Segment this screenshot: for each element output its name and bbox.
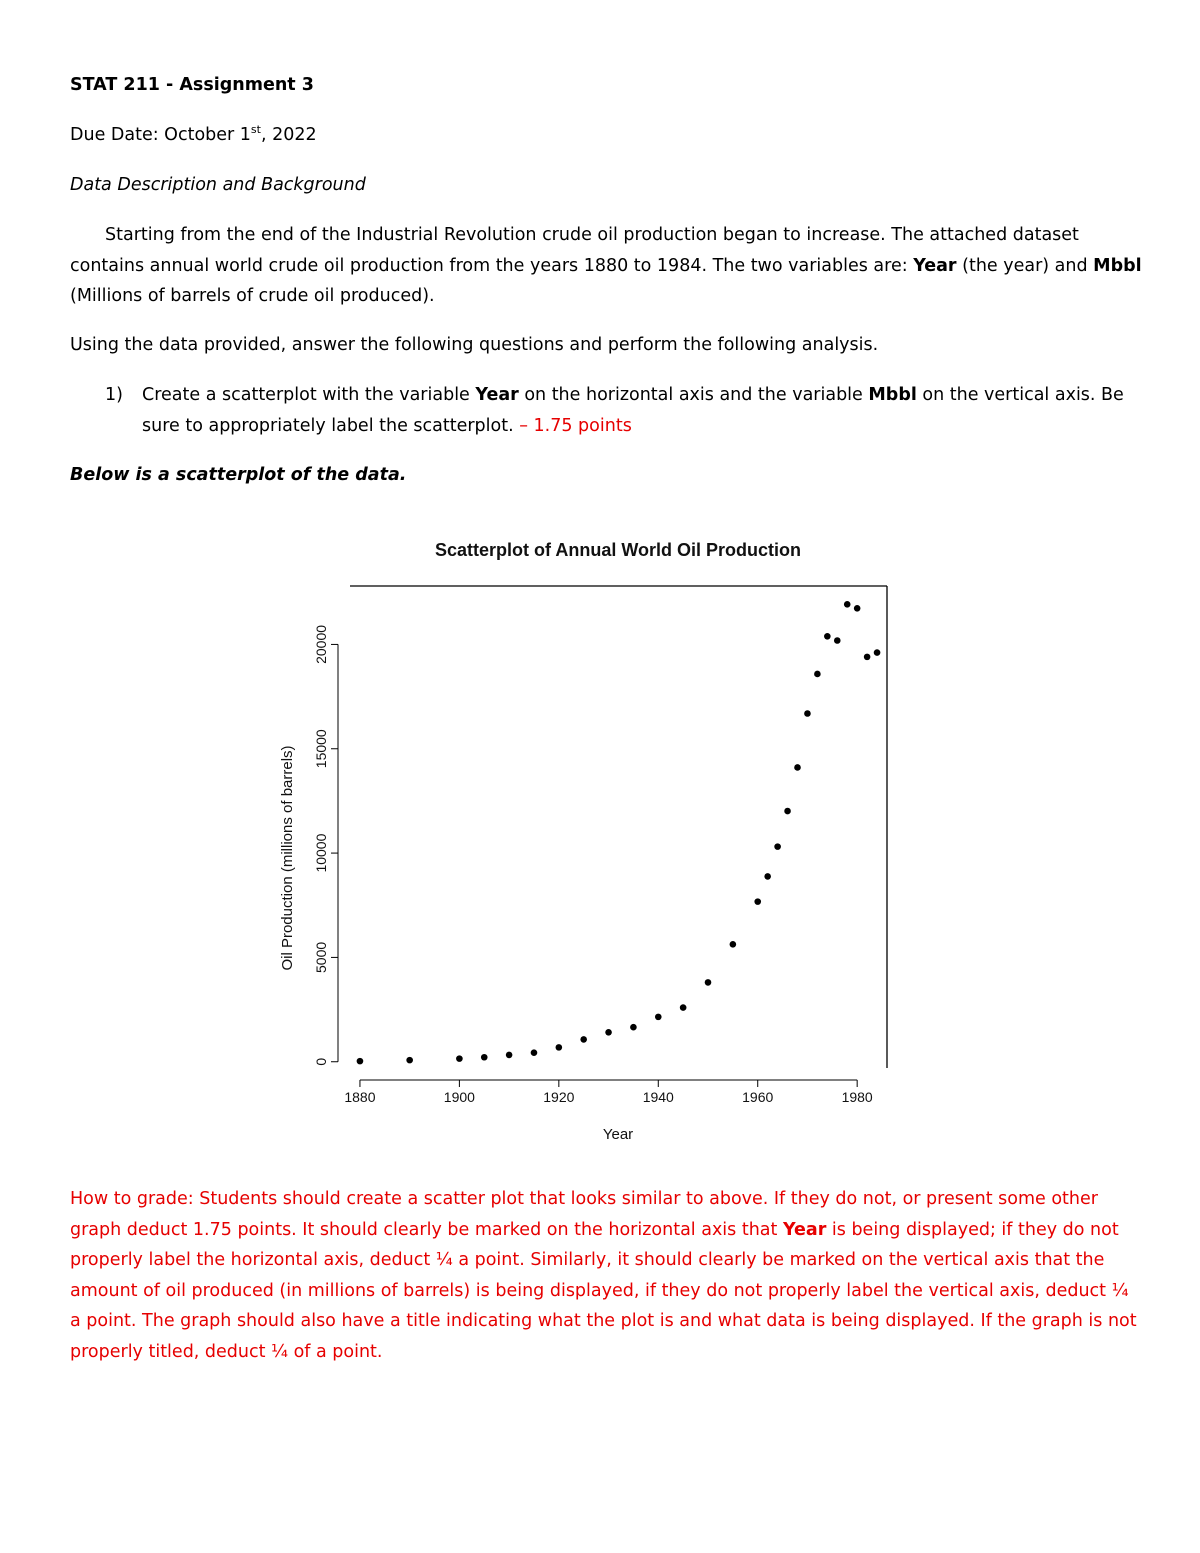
variable-mbbl: Mbbl [1093, 255, 1142, 276]
question-var-mbbl: Mbbl [868, 385, 917, 405]
background-text-b: (the year) and [956, 255, 1094, 276]
document-title: STAT 211 - Assignment 3 [70, 75, 314, 95]
data-point-1905 [481, 1054, 488, 1061]
x-tick-label-1980: 1980 [841, 1089, 873, 1105]
chart-title: Scatterplot of Annual World Oil Production [435, 540, 801, 560]
x-tick-label-1880: 1880 [344, 1089, 376, 1105]
due-date-superscript: st [250, 123, 261, 137]
y-axis [313, 625, 338, 1066]
y-tick-label-0: 0 [313, 1057, 329, 1066]
y-tick-label-10000: 10000 [313, 833, 329, 873]
question-var-year: Year [475, 385, 519, 405]
background-text-a: Starting from the end of the Industrial Revolution crude oil production began to increase. The attached dataset contains annual world crude oil production from the years 1880 to 1984. The two variables are: [70, 225, 1079, 276]
x-axis-label: Year [602, 1126, 634, 1143]
question-points: – 1.75 points [519, 415, 632, 436]
y-axis-label: Oil Production (millions of barrels) [279, 745, 296, 971]
data-point-1960 [754, 898, 761, 905]
data-point-1974 [824, 633, 831, 640]
y-tick-label-15000: 15000 [313, 729, 329, 769]
y-tick-label-5000: 5000 [313, 941, 329, 973]
question-text-b: on the horizontal axis and the variable [518, 385, 869, 405]
data-point-1880 [357, 1058, 364, 1065]
due-date [70, 120, 317, 150]
question-text-c: on the vertical axis. Be sure to appropriately label the scatterplot. [142, 385, 1124, 436]
data-points [357, 601, 881, 1064]
data-point-1915 [531, 1049, 538, 1056]
question-number: 1) [105, 385, 123, 405]
data-point-1980 [854, 605, 861, 612]
grading-text-b: is being displayed; if they do not properly label the horizontal axis, deduct ¼ a point. Similarly, it should clearly be marked on the vertical axis that the amount of oil produced (in millions of barrels) is being displayed, if they do not properly label the vertical axis, deduct ¼ a point. The graph should also have a title indicating what the plot is and what data is being displayed. If the graph is not properly titled, deduct ¼ of a point. [70, 1219, 1137, 1362]
data-point-1945 [680, 1004, 687, 1011]
data-point-1955 [730, 941, 737, 948]
data-point-1966 [784, 808, 791, 815]
data-point-1978 [844, 601, 851, 608]
question-1 [70, 380, 1150, 441]
section-heading: Data Description and Background [70, 175, 366, 195]
scatterplot-caption: Below is a scatterplot of the data. [70, 465, 407, 485]
y-tick-label-20000: 20000 [313, 624, 329, 664]
due-date-prefix: Due Date: October 1 [70, 125, 251, 145]
data-point-1962 [764, 873, 771, 880]
data-point-1970 [804, 710, 811, 717]
data-point-1968 [794, 764, 801, 771]
data-point-1984 [874, 649, 881, 656]
data-point-1972 [814, 671, 821, 678]
background-paragraph [70, 220, 1150, 312]
instructions-paragraph: Using the data provided, answer the following questions and perform the following analysis. [70, 335, 879, 355]
grading-instructions [70, 1184, 1140, 1367]
data-point-1964 [774, 843, 781, 850]
data-point-1910 [506, 1052, 513, 1059]
data-point-1890 [406, 1057, 413, 1064]
x-tick-label-1940: 1940 [642, 1089, 674, 1105]
scatterplot-chart [260, 520, 920, 1160]
background-text-c: (Millions of barrels of crude oil produced). [70, 286, 435, 306]
data-point-1935 [630, 1024, 637, 1031]
data-point-1920 [556, 1044, 563, 1051]
data-point-1925 [580, 1036, 587, 1043]
data-point-1976 [834, 637, 841, 644]
data-point-1950 [705, 979, 712, 986]
grading-var-year: Year [782, 1219, 827, 1240]
question-text-a: Create a scatterplot with the variable [142, 385, 476, 405]
data-point-1940 [655, 1014, 662, 1021]
x-tick-label-1960: 1960 [742, 1089, 774, 1105]
question-body [142, 380, 1150, 441]
x-tick-label-1920: 1920 [543, 1089, 575, 1105]
x-axis [344, 1080, 873, 1105]
data-point-1982 [864, 654, 871, 661]
data-point-1930 [605, 1029, 612, 1036]
data-point-1900 [456, 1055, 463, 1062]
due-date-suffix: , 2022 [260, 125, 317, 145]
x-tick-label-1900: 1900 [443, 1089, 475, 1105]
variable-year: Year [913, 255, 957, 276]
grading-text-a: How to grade: Students should create a scatter plot that looks similar to above. If they do not, or present some other graph deduct 1.75 points. It should clearly be marked on the horizontal axis that [70, 1189, 1098, 1240]
